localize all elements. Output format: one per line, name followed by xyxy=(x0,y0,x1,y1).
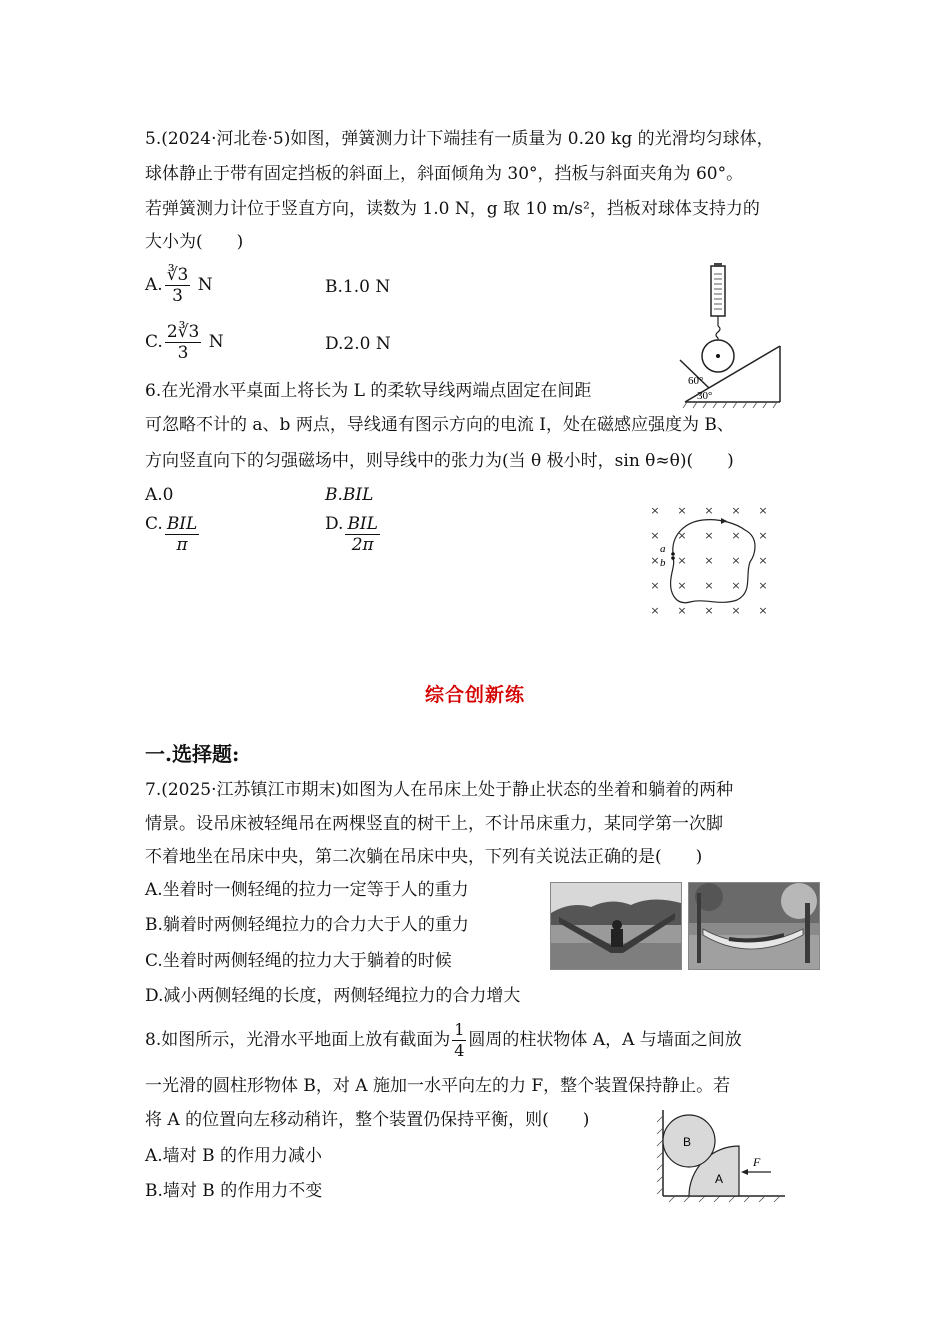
svg-text:×: × xyxy=(677,579,687,592)
svg-text:×: × xyxy=(704,604,714,617)
svg-text:×: × xyxy=(758,554,768,567)
q6-option-b: B.BIL xyxy=(325,485,374,505)
q8-label-b: B xyxy=(683,1135,692,1149)
svg-text:×: × xyxy=(704,529,714,542)
q8-label-f: F xyxy=(753,1155,761,1169)
q8-stem-line-2: 一光滑的圆柱形物体 B，对 A 施加一水平向左的力 F，整个装置保持静止。若 xyxy=(145,1076,731,1096)
q7-stem-line-2: 情景。设吊床被轻绳吊在两棵竖直的树干上，不计吊床重力，某同学第一次脚 xyxy=(145,814,723,834)
q5-stem-line-3: 若弹簧测力计位于竖直方向，读数为 1.0 N，g 取 10 m/s²，挡板对球体支持力的 xyxy=(145,199,760,219)
svg-text:×: × xyxy=(758,504,768,517)
svg-text:×: × xyxy=(758,579,768,592)
q5-option-c: C. $\frac{2∛3}{3}$ N xyxy=(145,322,224,363)
q6-stem-line-1: 6.在光滑水平桌面上将长为 L 的柔软导线两端点固定在间距 xyxy=(145,381,592,401)
svg-text:×: × xyxy=(704,554,714,567)
q5-option-a: A. $\frac{∛3}{3}$ N xyxy=(145,265,213,306)
q6-point-b-label: b xyxy=(660,557,666,569)
q8-stem-line-1: 8.如图所示，光滑水平地面上放有截面为 $\frac{1}{4}$ 圆周的柱状物体 A，A 与墙面之间放 xyxy=(145,1020,742,1060)
svg-text:×: × xyxy=(704,579,714,592)
section-title: 综合创新练 xyxy=(424,684,525,706)
q6-stem-line-2: 可忽略不计的 a、b 两点，导线通有图示方向的电流 I，处在磁感应强度为 B、 xyxy=(145,415,734,435)
svg-text:×: × xyxy=(758,529,768,542)
q5-angle-60-label: 60° xyxy=(688,375,704,387)
q8-label-a: A xyxy=(715,1172,724,1186)
q8-option-a: A.墙对 B 的作用力减小 xyxy=(145,1146,322,1166)
q6-option-c: C. $\frac{\text{BIL}}{\pi}$ xyxy=(145,514,198,555)
svg-text:×: × xyxy=(677,604,687,617)
q5-stem-line-2: 球体静止于带有固定挡板的斜面上，斜面倾角为 30°，挡板与斜面夹角为 60°。 xyxy=(145,164,744,184)
q7-photo-lying-hammock xyxy=(688,882,820,970)
q8-figure-wall-cylinder xyxy=(655,1108,790,1203)
q8-option-b: B.墙对 B 的作用力不变 xyxy=(145,1181,323,1201)
svg-text:×: × xyxy=(650,554,660,567)
svg-text:×: × xyxy=(677,554,687,567)
svg-text:×: × xyxy=(731,579,741,592)
q5-figure-incline xyxy=(675,262,795,412)
q6-option-a: A.0 xyxy=(145,485,174,505)
svg-text:×: × xyxy=(758,604,768,617)
svg-text:×: × xyxy=(650,529,660,542)
q8-stem-line-3: 将 A 的位置向左移动稍许，整个装置仍保持平衡，则( ) xyxy=(145,1110,590,1130)
q5-option-d: D.2.0 N xyxy=(325,334,391,354)
q7-option-a: A.坐着时一侧轻绳的拉力一定等于人的重力 xyxy=(145,880,469,900)
svg-text:×: × xyxy=(731,554,741,567)
q5-stem-line-1: 5.(2024·河北卷·5)如图，弹簧测力计下端挂有一质量为 0.20 kg 的光滑均匀球体， xyxy=(145,129,774,149)
q5-angle-30-label: 30° xyxy=(697,390,713,402)
svg-text:×: × xyxy=(704,504,714,517)
svg-text:×: × xyxy=(650,504,660,517)
q7-photo-sitting-hammock xyxy=(550,882,682,970)
q7-option-d: D.减小两侧轻绳的长度，两侧轻绳拉力的合力增大 xyxy=(145,986,521,1006)
q6-figure-magnetic-field xyxy=(645,500,775,620)
q5-stem-line-4: 大小为( ) xyxy=(145,232,244,252)
q7-stem-line-3: 不着地坐在吊床中央，第二次躺在吊床中央，下列有关说法正确的是( ) xyxy=(145,847,703,867)
svg-text:×: × xyxy=(650,604,660,617)
q7-option-c: C.坐着时两侧轻绳的拉力大于躺着的时候 xyxy=(145,951,452,971)
q5-option-b: B.1.0 N xyxy=(325,277,391,297)
svg-text:×: × xyxy=(677,529,687,542)
svg-text:×: × xyxy=(650,579,660,592)
part-heading: 一.选择题: xyxy=(145,742,240,766)
q7-stem-line-1: 7.(2025·江苏镇江市期末)如图为人在吊床上处于静止状态的坐着和躺着的两种 xyxy=(145,780,734,800)
q6-option-d: D. $\frac{\text{BIL}}{2\pi}$ xyxy=(325,514,378,555)
q6-point-a-label: a xyxy=(660,543,666,555)
svg-text:×: × xyxy=(731,529,741,542)
svg-text:×: × xyxy=(731,504,741,517)
q6-stem-line-3: 方向竖直向下的匀强磁场中，则导线中的张力为(当 θ 极小时，sin θ≈θ)( ) xyxy=(145,451,734,471)
svg-text:×: × xyxy=(677,504,687,517)
q7-option-b: B.躺着时两侧轻绳拉力的合力大于人的重力 xyxy=(145,915,469,935)
svg-text:×: × xyxy=(731,604,741,617)
